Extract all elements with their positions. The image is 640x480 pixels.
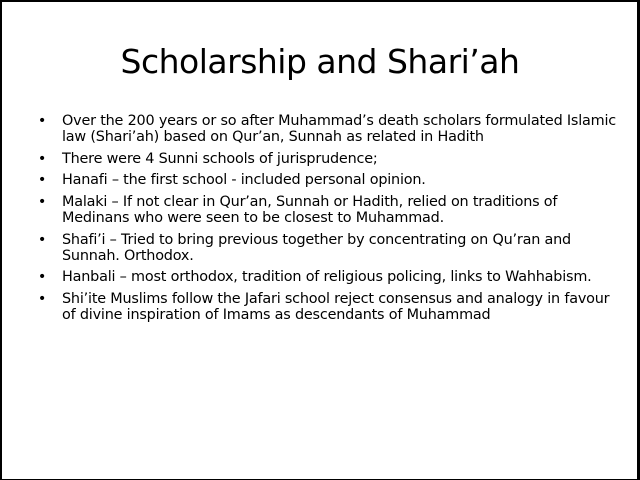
bullet-item xyxy=(36,195,616,227)
bullet-icon: • xyxy=(37,150,47,167)
bullet-item xyxy=(36,292,616,324)
bullet-icon: • xyxy=(37,172,47,189)
bullet-item xyxy=(36,270,616,286)
bullet-list xyxy=(36,114,616,330)
bullet-text: Shafi’i – Tried to bring previous together by concentrating on Qu’ran and Sunnah. Orthodox. xyxy=(62,231,571,264)
bullet-item xyxy=(36,233,616,265)
bullet-icon: • xyxy=(37,291,47,308)
slide-border-top xyxy=(0,0,640,2)
bullet-icon: • xyxy=(37,269,47,286)
bullet-icon: • xyxy=(37,194,47,211)
bullet-icon: • xyxy=(37,113,47,129)
bullet-icon: • xyxy=(37,231,47,248)
bullet-text: Shi’ite Muslims follow the Jafari school reject consensus and analogy in favour of divine inspiration of Imams as descendants of Muhammad xyxy=(62,291,610,323)
bullet-text: Malaki – If not clear in Qur’an, Sunnah or Hadith, relied on traditions of Medinans who were seen to be closest to Muhammad. xyxy=(62,194,558,226)
bullet-item xyxy=(36,114,616,146)
bullet-text: Hanafi – the first school - included personal opinion. xyxy=(62,172,426,189)
bullet-text: Hanbali – most orthodox, tradition of religious policing, links to Wahhabism. xyxy=(62,269,592,286)
slide-title: Scholarship and Shari’ah xyxy=(120,42,520,81)
bullet-text: There were 4 Sunni schools of jurisprudence; xyxy=(62,150,378,167)
bullet-item xyxy=(36,173,616,189)
bullet-item xyxy=(36,152,616,168)
bullet-text: Over the 200 years or so after Muhammad’s death scholars formulated Islamic law (Shari’ah) based on Qur’an, Sunnah as related in Hadith xyxy=(62,113,616,145)
